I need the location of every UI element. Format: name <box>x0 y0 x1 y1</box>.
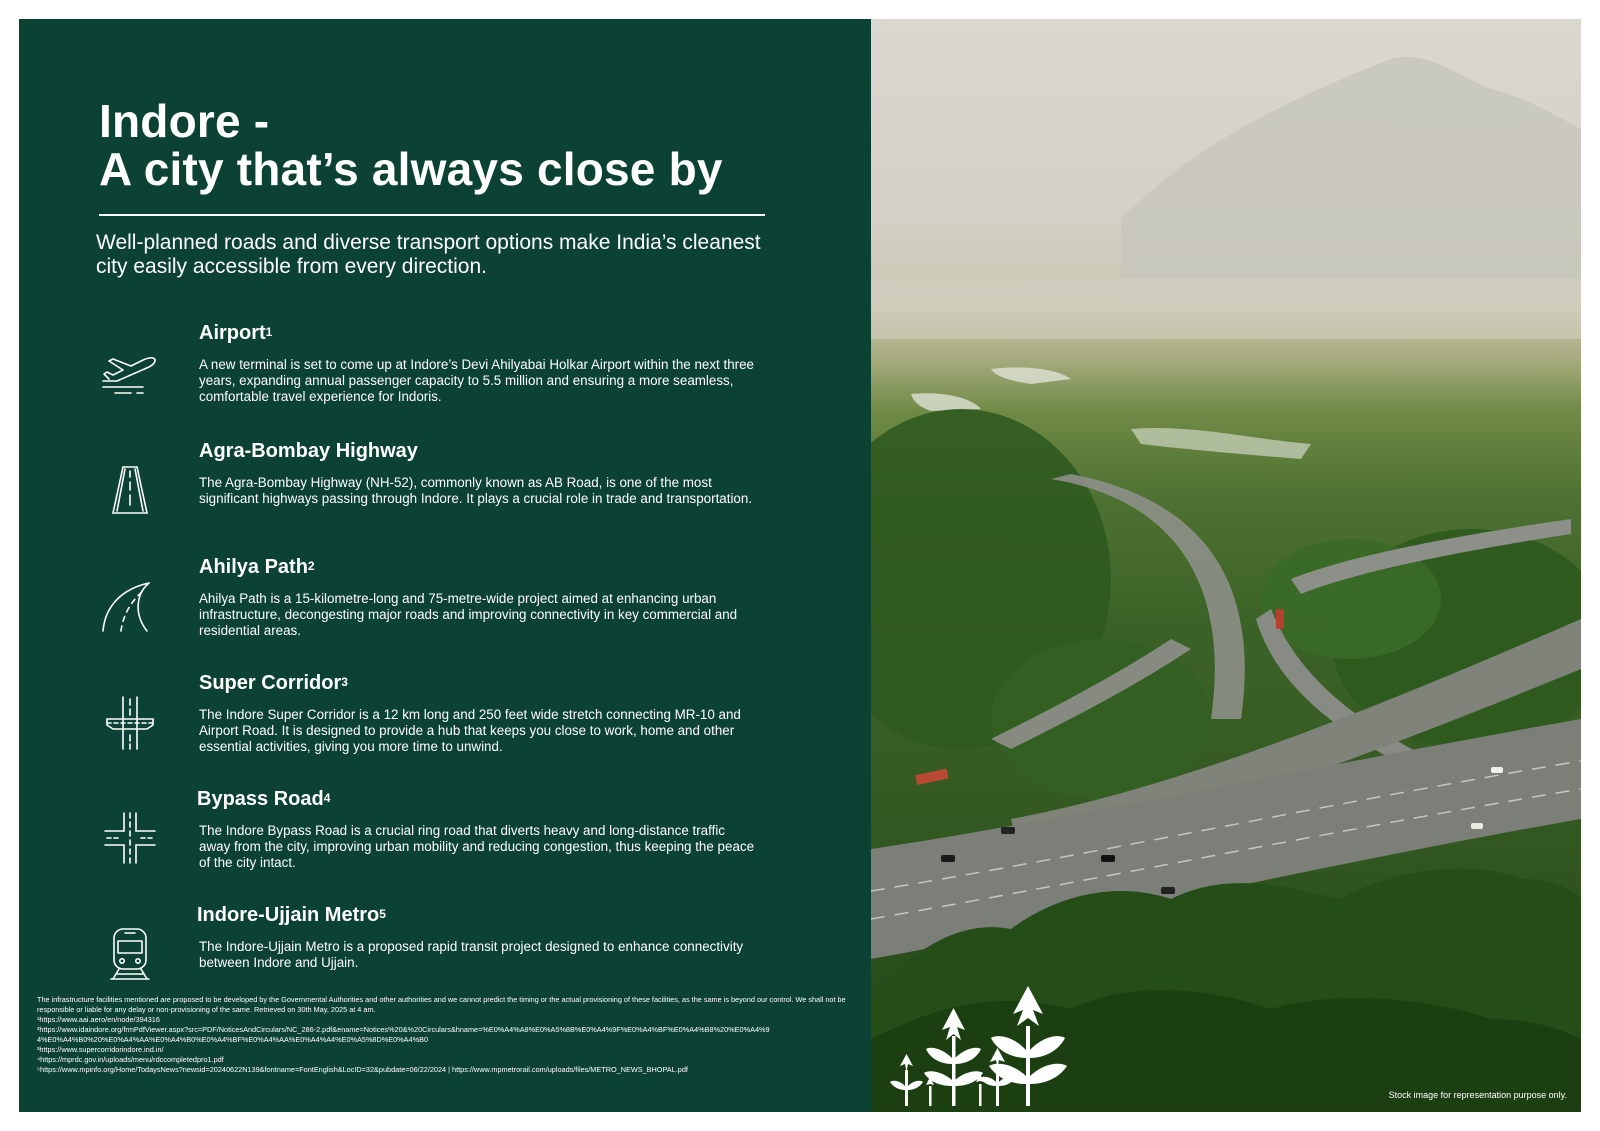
brochure-page <box>19 19 1581 1112</box>
item-description: The Indore Super Corridor is a 12 km long and 250 feet wide stretch connecting MR-10 and Airport Road. It is designed to provide a hub that keeps you close to work, home and other essential activities, giving you more time to unwind. <box>199 707 741 754</box>
item-title: Bypass Road$^4$ <box>197 788 331 810</box>
footnotes <box>37 995 857 1075</box>
item-title: Ahilya Path$^2$ <box>199 556 315 578</box>
item-description: The Agra-Bombay Highway (NH-52), commonly known as AB Road, is one of the most significant highways passing through Indore. It plays a crucial role in trade and transportation. <box>199 475 753 506</box>
footnote-ref: ³https://www.supercorridorindore.ind.in/ <box>37 1045 164 1054</box>
airplane-icon <box>97 339 163 405</box>
aerial-highway-photo <box>871 19 1581 1112</box>
connectivity-item-super-corridor <box>19 671 871 781</box>
footnote-ref: ²https://www.idaindore.org/frmPdfViewer.aspx?src=PDF/NoticesAndCirculars/NC_286-2.pdf&ename=Notices%20&%20Circulars&hname=%E0%A4%A8%E0%A5%8B%E0%A4%9F%E0%A4%BF%E0%A4%B8%20%E0%A4%9 <box>37 1025 770 1034</box>
footnote-ref: ⁵https://www.mpinfo.org/Home/TodaysNews?newsid=20240622N139&fontname=FontEnglish&LocID=32&pubdate=06/22/2024 | https://www.mpmetrorail.com/uploads/files/METRO_NEWS_BHOPAL.pdf <box>37 1065 688 1074</box>
photo-illustration <box>871 19 1581 1112</box>
footnote-ref: ¹https://www.aai.aero/en/node/394316 <box>37 1015 160 1024</box>
item-description: A new terminal is set to come up at Indore’s Devi Ahilyabai Holkar Airport within the next three years, expanding annual passenger capacity to 5.5 million and ensuring a more seamless, comfortable travel experience for Indoris. <box>199 357 754 404</box>
item-title: Agra-Bombay Highway <box>199 440 418 462</box>
connectivity-item-bypass-road <box>19 787 871 897</box>
item-title: Indore-Ujjain Metro$^5$ <box>197 904 386 926</box>
flyover-icon <box>97 689 163 755</box>
metro-train-icon <box>97 921 163 987</box>
connectivity-item-agra-bombay-highway <box>19 439 871 549</box>
footnote-ref: 4%E0%A4%B0%20%E0%A4%AA%E0%A4%B0%E0%A4%BF%E0%A4%AA%E0%A4%A4%E0%A5%8D%E0%A4%B0 <box>37 1035 428 1044</box>
item-description: Ahilya Path is a 15-kilometre-long and 75-metre-wide project aimed at enhancing urban infrastructure, decongesting major roads and improving connectivity in key commercial and residential areas. <box>199 591 738 638</box>
info-panel <box>19 19 871 1112</box>
item-description: The Indore-Ujjain Metro is a proposed rapid transit project designed to enhance connectivity between Indore and Ujjain. <box>199 939 744 970</box>
footnote-ref: ⁴https://mprdc.gov.in/uploads/menu/rdccompletedpro1.pdf <box>37 1055 224 1064</box>
curved-road-icon <box>97 573 163 639</box>
stock-image-note: Stock image for representation purpose only. <box>1388 1090 1567 1100</box>
connectivity-item-ahilya-path <box>19 555 871 665</box>
intersection-icon <box>97 805 163 871</box>
item-title: Airport$^1$ <box>199 322 273 344</box>
connectivity-item-airport <box>19 321 871 431</box>
title-line-1: Indore - <box>99 95 270 147</box>
item-title: Super Corridor$^3$ <box>199 672 348 694</box>
title-divider <box>99 214 765 216</box>
item-description: The Indore Bypass Road is a crucial ring road that diverts heavy and long-distance traffic away from the city, improving urban mobility and reducing congestion, thus keeping the peace of the city intact. <box>199 823 755 870</box>
title-line-2: A city that’s always close by <box>99 143 723 195</box>
page-title <box>99 97 723 193</box>
leaf-logo-icon <box>883 986 1073 1106</box>
highway-icon <box>97 457 163 523</box>
subtitle: Well-planned roads and diverse transport options make India’s cleanest city easily accessible from every direction. <box>96 231 761 278</box>
disclaimer-text: The infrastructure facilities mentioned are proposed to be developed by the Governmental Authorities and other authorities and we cannot predict the timing or the actual provisioning of these facilities, as the same is beyond our control. We shall not be responsible or liable for any delay or non-provisioning of the same. Retrieved on 30th May, 2025 at 4 am. <box>37 995 846 1014</box>
